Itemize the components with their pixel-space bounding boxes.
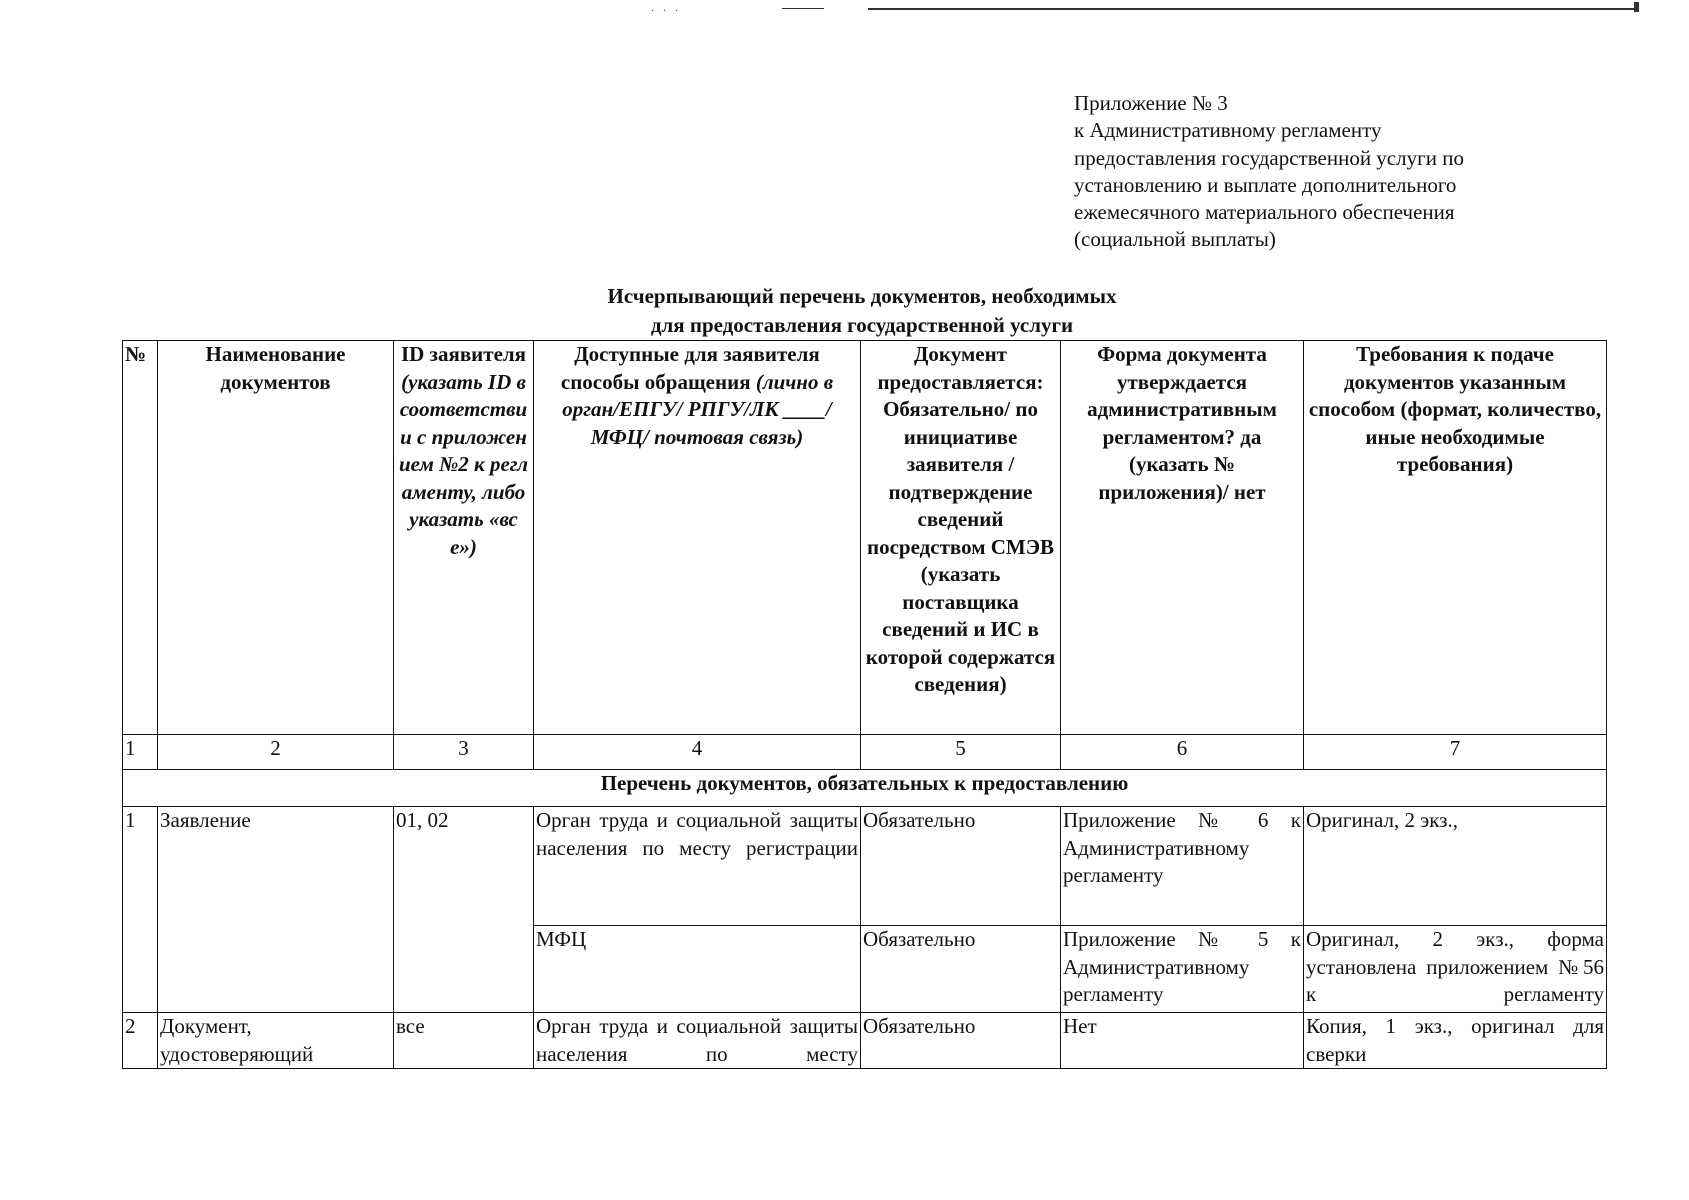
documents-table (122, 340, 1607, 1069)
header-number: № (123, 341, 158, 735)
document-name: Заявление (158, 807, 394, 1013)
annex-line: предоставления государственной услуги по (1074, 145, 1464, 170)
column-number: 7 (1304, 735, 1607, 770)
table-row (123, 807, 1607, 926)
column-number: 3 (394, 735, 534, 770)
column-number: 2 (158, 735, 394, 770)
scan-artifact-line-long (868, 8, 1639, 10)
table-header-row (123, 341, 1607, 735)
submission-requirements: Копия, 1 экз., оригинал для сверки (1304, 1013, 1607, 1069)
annex-line: к Административному регламенту (1074, 118, 1382, 143)
provided-status: Обязательно (861, 926, 1061, 1013)
document-title-line-1: Исчерпывающий перечень документов, необходимых (607, 284, 1117, 308)
header-applicant-id-title: ID заявителя (400, 342, 527, 366)
applicant-id: 01, 02 (394, 807, 534, 1013)
column-number-row (123, 735, 1607, 770)
table-row (123, 1013, 1607, 1069)
annex-line: (социальной выплаты) (1074, 227, 1276, 252)
applicant-id: все (394, 1013, 534, 1069)
form-approval: Приложение № 5 к Административному регламенту (1061, 926, 1304, 1013)
submission-requirements: Оригинал, 2 экз., (1304, 807, 1607, 926)
form-approval: Нет (1061, 1013, 1304, 1069)
annex-line: установлению и выплате дополнительного (1074, 172, 1457, 197)
header-methods (534, 341, 861, 735)
submission-requirements: Оригинал, 2 экз., форма установлена приложением №56 к регламенту (1304, 926, 1607, 1013)
header-methods-title: Доступные для заявителя способы обращения (560, 342, 820, 394)
scan-artifact-dots: . . . (651, 0, 681, 14)
annex-line: ежемесячного материального обеспечения (1074, 200, 1455, 225)
header-requirements: Требования к подаче документов указанным способом (формат, количество, иные необходимые требования) (1304, 341, 1607, 735)
row-number: 2 (123, 1013, 158, 1069)
form-approval: Приложение № 6 к Административному регламенту (1061, 807, 1304, 926)
header-form: Форма документа утверждается административным регламентом? да (указать № приложения)/ нет (1061, 341, 1304, 735)
section-title: Перечень документов, обязательных к предоставлению (123, 770, 1607, 807)
submission-method: Орган труда и социальной защиты населения по месту регистрации (534, 807, 861, 926)
annex-line: Приложение № 3 (1074, 91, 1228, 115)
header-methods-note: (лично в орган/ЕПГУ/ РПГУ/ЛК ____/ МФЦ/ почтовая связь) (562, 369, 834, 449)
document-title-line-2: для предоставления государственной услуги (650, 313, 1074, 337)
provided-status: Обязательно (861, 807, 1061, 926)
document-name: Документ, удостоверяющий (158, 1013, 394, 1069)
annex-reference (1074, 90, 1634, 254)
scan-artifact-line-short (782, 8, 824, 9)
row-number: 1 (123, 807, 158, 1013)
column-number: 5 (861, 735, 1061, 770)
column-number: 4 (534, 735, 861, 770)
header-provided: Документ предоставляется: Обязательно/ по инициативе заявителя /подтверждение сведений посредством СМЭВ (указать поставщика сведений и ИС в которой содержатся сведения) (861, 341, 1061, 735)
submission-method: МФЦ (534, 926, 861, 1013)
header-applicant-id-note: (указать ID в соответствии с приложением №2 к регламенту, либо указать «все») (398, 369, 529, 559)
submission-method: Орган труда и социальной защиты населения по месту (534, 1013, 861, 1069)
column-number: 6 (1061, 735, 1304, 770)
section-row (123, 770, 1607, 807)
header-applicant-id (394, 341, 534, 735)
scan-artifact-tick (1634, 2, 1639, 12)
column-number: 1 (123, 735, 158, 770)
header-document-name: Наименование документов (158, 341, 394, 735)
provided-status: Обязательно (861, 1013, 1061, 1069)
